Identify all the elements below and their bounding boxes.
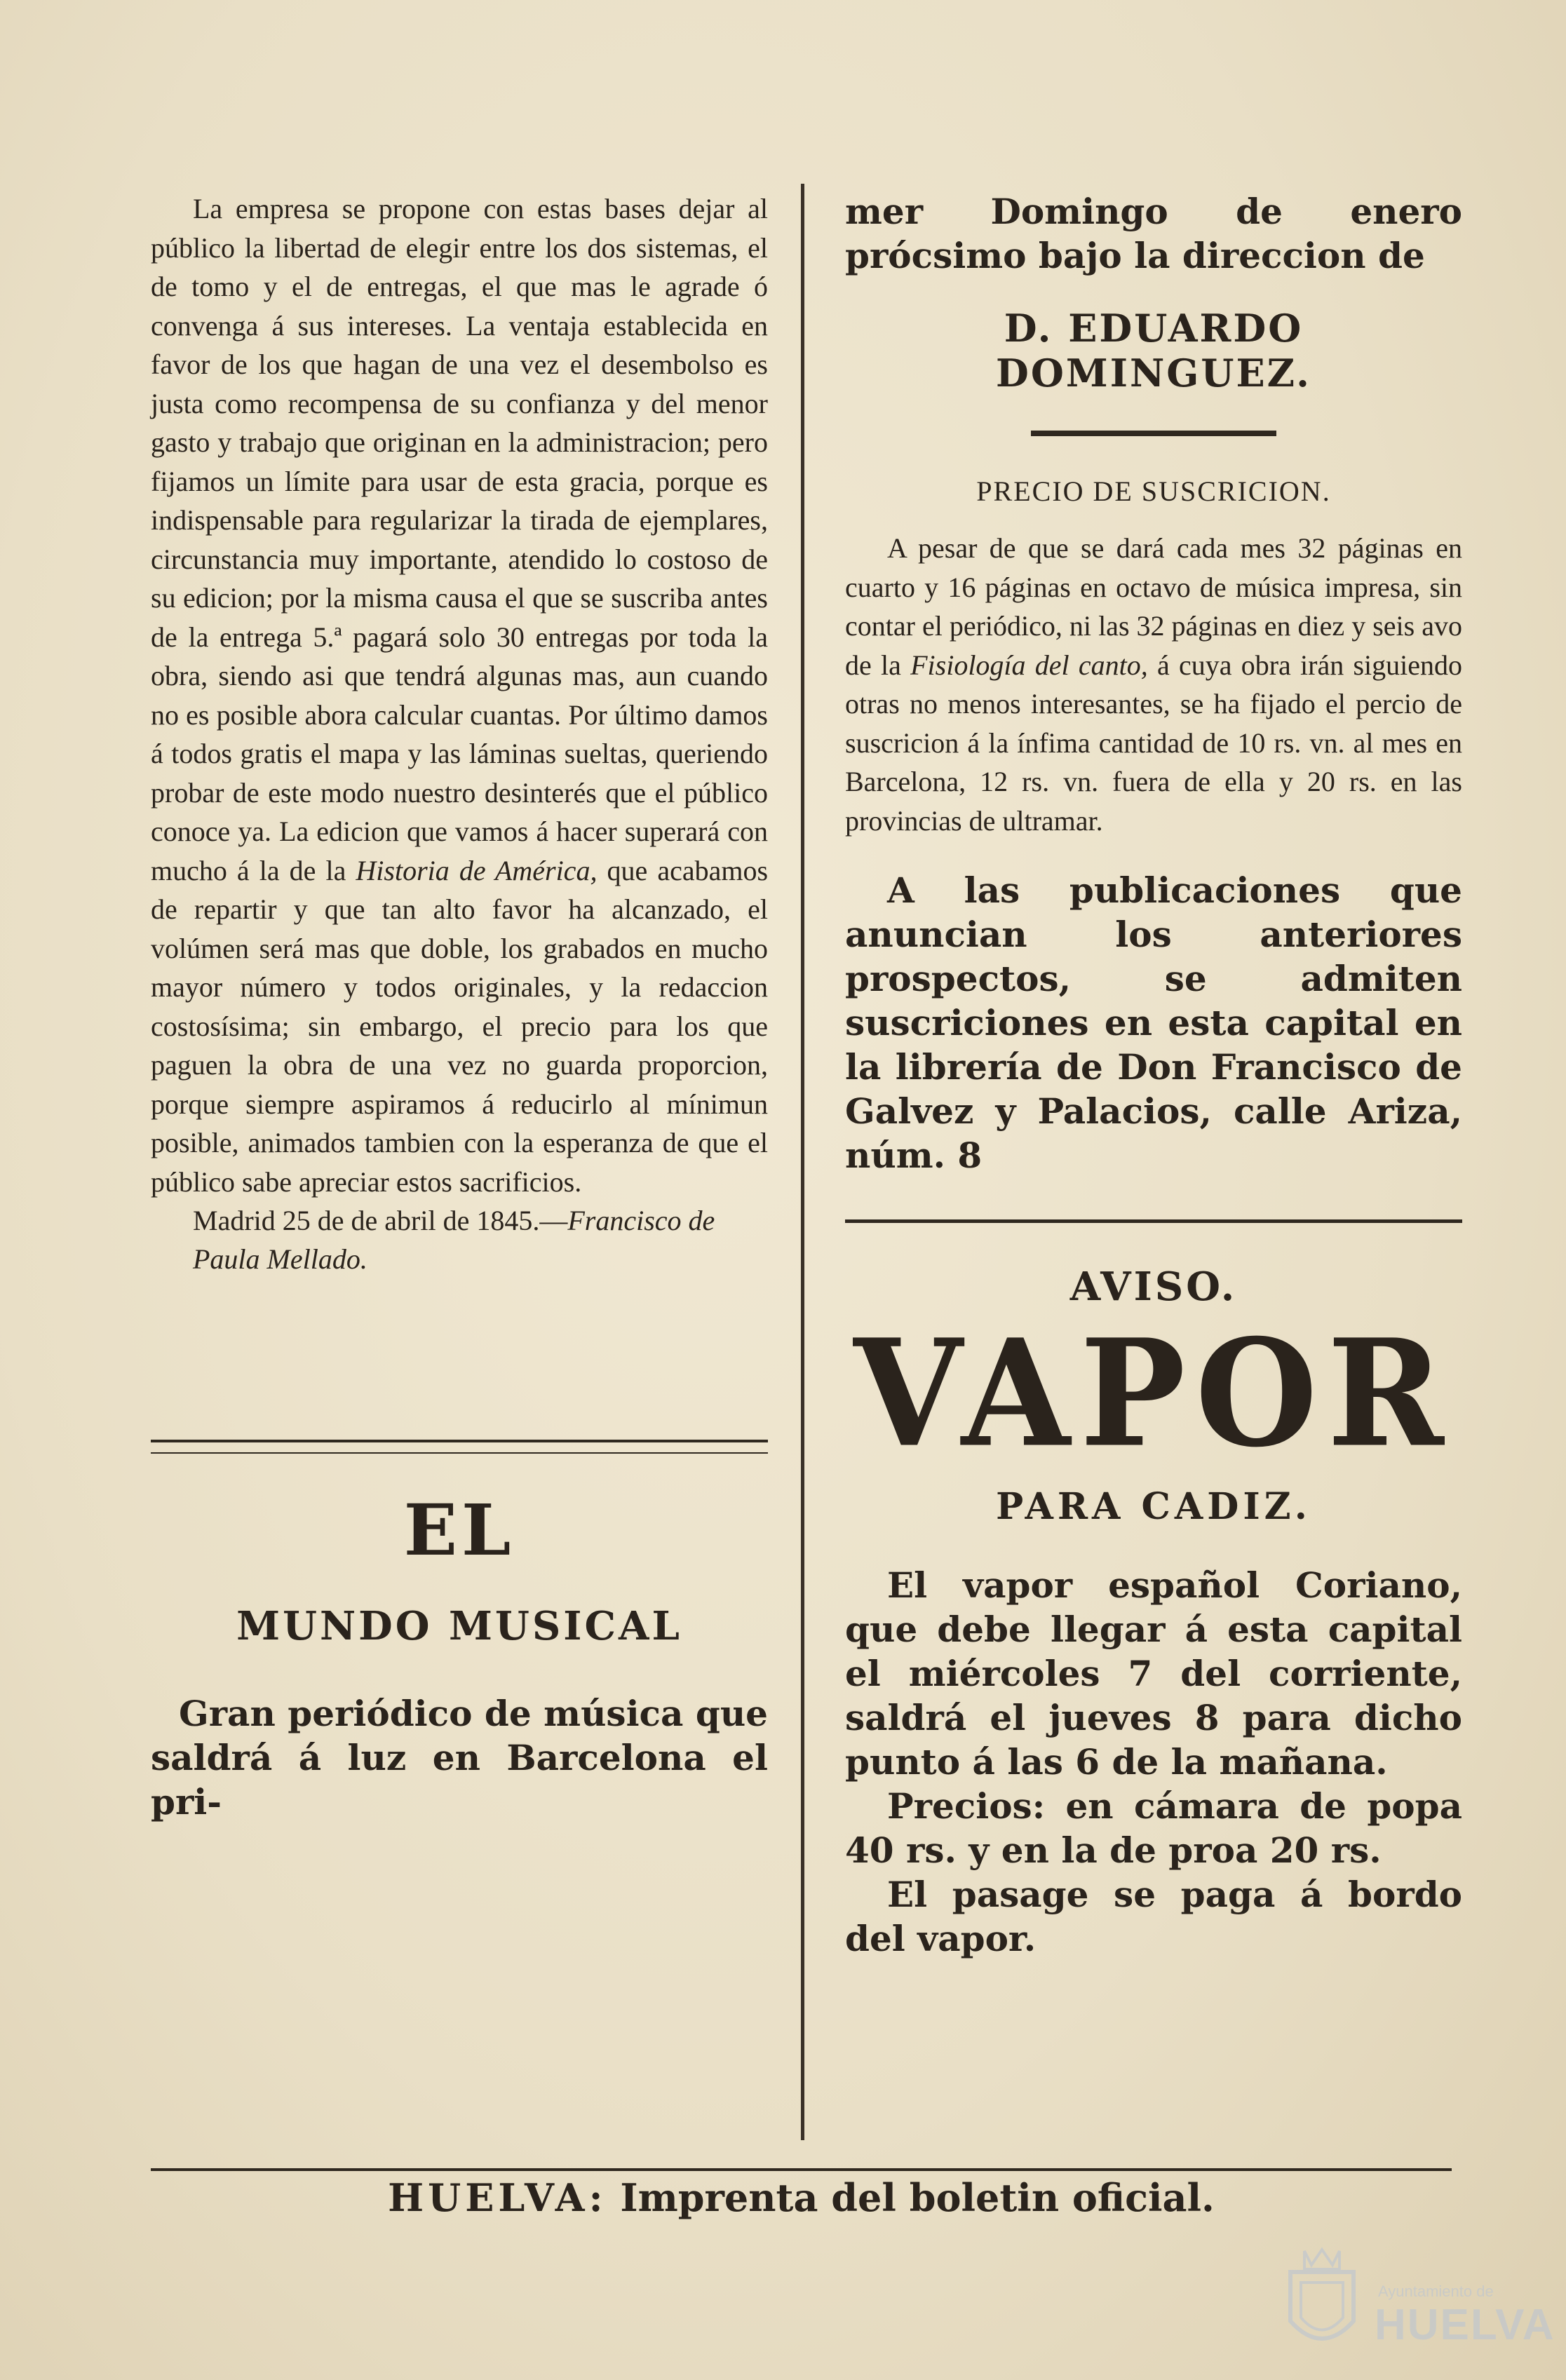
coat-of-arms-icon (1276, 2244, 1368, 2363)
short-rule (1031, 431, 1276, 436)
watermark-small-text: Ayuntamiento de (1378, 2283, 1494, 2300)
left-column (151, 189, 768, 1824)
el-title: EL (403, 1489, 515, 1571)
prospectus-paragraph (151, 189, 768, 1201)
prospectus-text: La empresa se propone con estas bases dejar al público la libertad de elegir entre los dos sistemas, el de tomo y el de entregas, el que mas le agrade ó convenga á sus intereses. La ventaja establecida en favor de los que hagan de una vez el desembolso es justa como recompensa de su confianza y del menor gasto y trabajo que originan en la administracion; pero fijamos un límite para usar de esta gracia, porque es indispensable para regularizar la tirada de ejemplares, circunstancia muy importante, atendido lo costoso de su edicion; por la misma causa el que se suscriba antes de la entrega 5.ª pagará solo 30 entregas por toda la obra, siendo asi que tendrá algunas mas, aun cuando no es posible abora calcular cuantas. Por último damos á todos gratis el mapa y las láminas sueltas, queriendo probar de este modo nuestro desinterés que el público conoce ya. La edicion que vamos á hacer superará con mucho á la de la (151, 193, 768, 886)
right-column (845, 189, 1462, 1961)
mundo-musical-title: MUNDO MUSICAL (236, 1603, 682, 1649)
aviso-rule (845, 1219, 1462, 1229)
publicaciones-block (845, 868, 1462, 1177)
vapor-notice (845, 1563, 1462, 1961)
huelva-watermark (1276, 2244, 1555, 2363)
continuation-block (845, 189, 1462, 278)
signature-place: Madrid 25 de de abril de 1845.— (193, 1205, 568, 1236)
footer-rule (151, 2168, 1452, 2171)
precio-text-1: A pesar de que se dará cada mes 32 páginas en cuarto y 16 páginas en octavo de música impresa, sin contar el periódico, ni las 32 páginas en diez y seis avo de la (845, 532, 1462, 681)
watermark-big-text: HUELVA (1375, 2301, 1555, 2349)
signature-name: Francisco de Paula Mellado. (193, 1205, 715, 1275)
prospectus-body (151, 189, 768, 1201)
imprint-press: Imprenta del boletin oficial. (620, 2175, 1215, 2220)
vapor-title: VAPOR (853, 1307, 1454, 1480)
prospectus-text-cont: que acabamos de repartir y que tan alto favor ha alcanzado, el volúmen será mas que doble, los grabados en mucho mayor número y todos originales, y la redaccion costosísima; sin embargo, el precio para los que paguen la obra de una vez no guarda proporcion, porque siempre aspiramos á reducirlo al mínimun posible, animados tambien con la esperanza de que el público sabe apreciar estos sacrificios. (151, 854, 769, 1198)
imprint-city: HUELVA: (388, 2175, 607, 2220)
precio-text-2: á cuya obra irán siguiendo otras no menos interesantes, se ha fijado el percio de suscricion á la ínfima cantidad de 10 rs. vn. al mes en Barcelona, 12 rs. vn. fuera de ella y 20 rs. en las provincias de ultramar. (845, 649, 1462, 837)
vapor-text-3: El pasage se paga á bordo del vapor. (845, 1874, 1462, 1959)
gran-periodico (151, 1691, 768, 1824)
precio-heading: PRECIO DE SUSCRICION. (976, 475, 1331, 507)
para-cadiz-heading: PARA CADIZ. (996, 1485, 1311, 1528)
fisiologia-title: Fisiología del canto, (910, 649, 1148, 681)
signature (151, 1201, 768, 1278)
gran-periodico-text: Gran periódico de música que saldrá á luz en Barcelona el pri- (151, 1693, 768, 1823)
director-name: D. EDUARDO DOMINGUEZ. (996, 306, 1311, 395)
vapor-text-2: Precios: en cámara de popa 40 rs. y en la de proa 20 rs. (845, 1785, 1462, 1871)
publicaciones-text: A las publicaciones que anuncian los anteriores prospectos, se admiten suscriciones en esta capital en la librería de Don Francisco de Galvez y Palacios, calle Ariza, núm. 8 (845, 870, 1462, 1176)
aviso-heading: AVISO. (1069, 1264, 1238, 1310)
imprint (151, 2175, 1452, 2220)
precio-paragraph (845, 529, 1462, 840)
column-divider (801, 184, 804, 2140)
historia-title: Historia de América, (356, 854, 598, 886)
precio-body (845, 529, 1462, 840)
continuation-text: mer Domingo de enero prócsimo bajo la direccion de (845, 191, 1462, 276)
vapor-text-1: El vapor español Coriano, que debe llegar á esta capital el miércoles 7 del corriente, saldrá el jueves 8 para dicho punto á las 6 de la mañana. (845, 1564, 1462, 1783)
section-rule (151, 1440, 768, 1454)
